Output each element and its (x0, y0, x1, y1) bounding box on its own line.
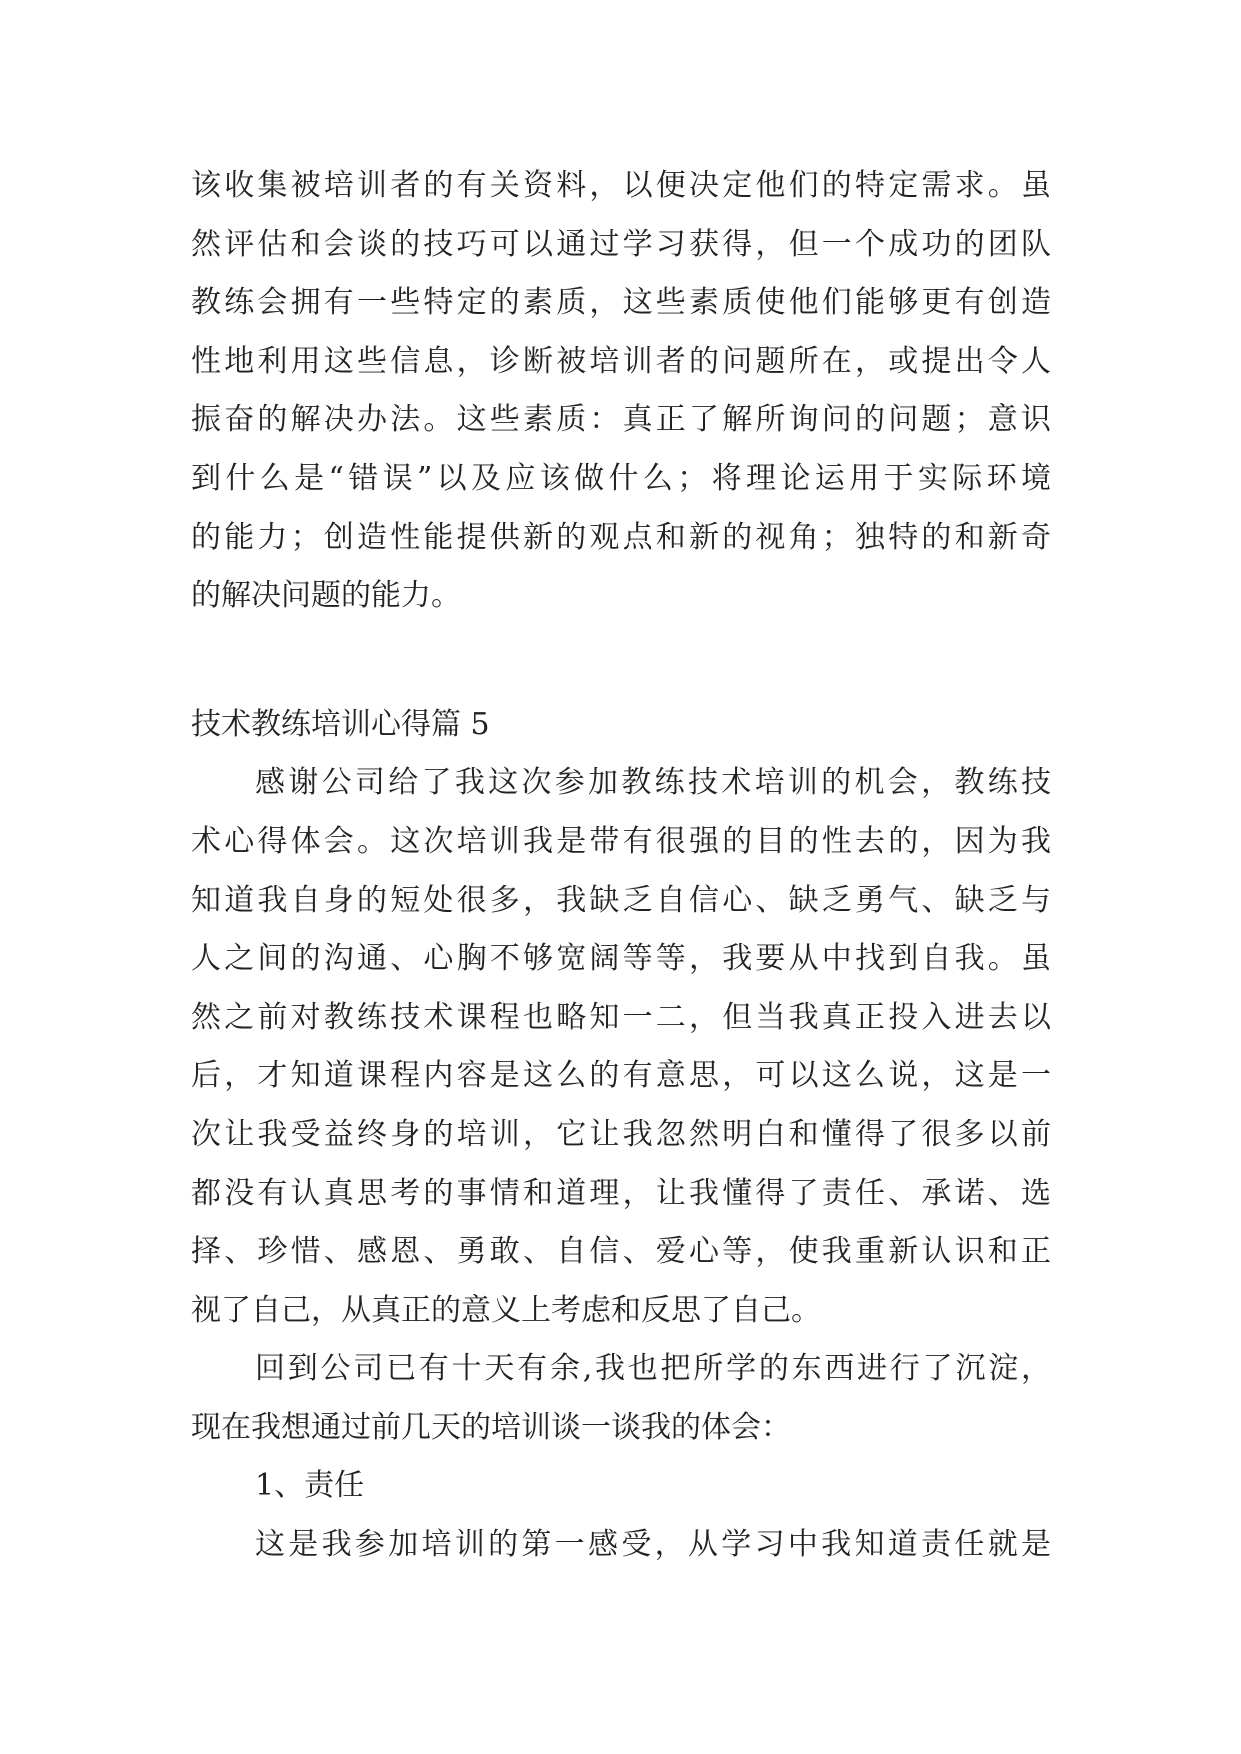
section5-paragraph-1 (191, 754, 1051, 1340)
text-line: 回到公司已有十天有余,我也把所学的东西进行了沉淀， (255, 1351, 1051, 1387)
text-line: 性地利用这些信息，诊断被培训者的问题所在，或提出令人 (191, 343, 1051, 379)
document-page (191, 157, 1051, 1575)
text-line: 人之间的沟通、心胸不够宽阔等等，我要从中找到自我。虽 (191, 941, 1051, 977)
text-line: 择、珍惜、感恩、勇敢、自信、爱心等，使我重新认识和正 (191, 1234, 1051, 1270)
section-spacer (191, 626, 1051, 696)
text-line: 然评估和会谈的技巧可以通过学习获得，但一个成功的团队 (191, 226, 1051, 262)
text-line: 然之前对教练技术课程也略知一二，但当我真正投入进去以 (191, 999, 1051, 1035)
text-line: 感谢公司给了我这次参加教练技术培训的机会，教练技 (255, 765, 1051, 801)
text-line: 后，才知道课程内容是这么的有意思，可以这么说，这是一 (191, 1058, 1051, 1094)
text-line: 这是我参加培训的第一感受，从学习中我知道责任就是 (255, 1527, 1051, 1563)
text-line: 振奋的解决办法。这些素质：真正了解所询问的问题；意识 (191, 402, 1051, 438)
text-line: 视了自己，从真正的意义上考虑和反思了自己。 (191, 1292, 821, 1328)
text-line: 知道我自身的短处很多，我缺乏自信心、缺乏勇气、缺乏与 (191, 882, 1051, 918)
text-line: 术心得体会。这次培训我是带有很强的目的性去的，因为我 (191, 823, 1051, 859)
paragraph-top (191, 157, 1051, 626)
text-line: 次让我受益终身的培训，它让我忽然明白和懂得了很多以前 (191, 1116, 1051, 1152)
section-heading: 技术教练培训心得篇 5 (191, 706, 490, 742)
text-line: 该收集被培训者的有关资料，以便决定他们的特定需求。虽 (191, 168, 1051, 203)
text-line: 都没有认真思考的事情和道理，让我懂得了责任、承诺、选 (191, 1175, 1051, 1211)
text-line: 到什么是“错误”以及应该做什么；将理论运用于实际环境 (191, 460, 1051, 496)
list-item-title: 1、责任 (255, 1468, 365, 1504)
text-line: 的能力；创造性能提供新的观点和新的视角；独特的和新奇 (191, 519, 1051, 555)
section5-paragraph-2 (191, 1340, 1051, 1457)
text-line: 的解决问题的能力。 (191, 578, 461, 614)
text-line: 教练会拥有一些特定的素质，这些素质使他们能够更有创造 (191, 285, 1051, 321)
section5-paragraph-3 (191, 1516, 1051, 1575)
text-line: 现在我想通过前几天的培训谈一谈我的体会： (191, 1409, 791, 1445)
